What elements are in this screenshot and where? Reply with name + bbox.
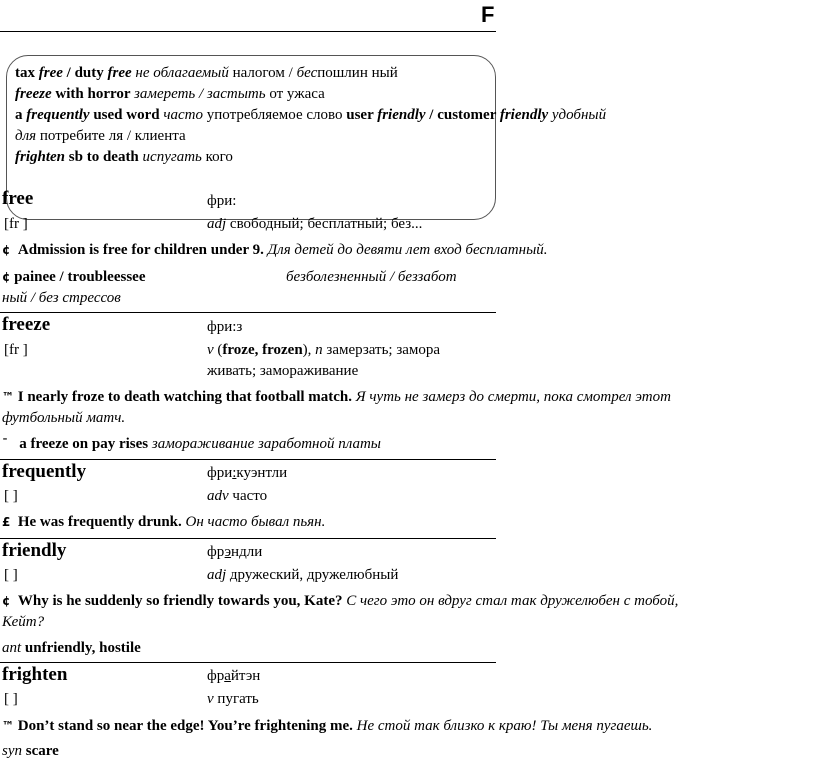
stress-mark: э bbox=[224, 544, 232, 560]
text: ндли bbox=[231, 544, 263, 560]
text: йтэн bbox=[230, 668, 261, 684]
box-line-5 bbox=[15, 149, 233, 166]
pos: adj bbox=[207, 216, 227, 232]
antonym-friendly bbox=[2, 640, 141, 657]
text: замереть / застыть bbox=[134, 86, 266, 102]
text: Я чуть не замерз до смерти, пока смотрел этот bbox=[352, 389, 671, 405]
text: замерзать; замора bbox=[322, 342, 441, 358]
text: бес bbox=[296, 65, 318, 81]
definition-frequently bbox=[207, 488, 267, 505]
text: freeze bbox=[15, 86, 52, 102]
text: от ужаса bbox=[265, 86, 325, 102]
pron-free: фри: bbox=[207, 193, 237, 209]
text: He was frequently drunk. bbox=[17, 514, 182, 530]
entry-rule bbox=[0, 312, 496, 313]
pos: v bbox=[207, 342, 214, 358]
text: free bbox=[107, 65, 132, 81]
text: замораживание заработной платы bbox=[148, 436, 381, 452]
section-letter: F bbox=[481, 2, 495, 27]
text: friendly bbox=[377, 107, 426, 123]
text: Кейт? bbox=[2, 614, 45, 630]
text: часто bbox=[228, 488, 268, 504]
text: удобный bbox=[548, 107, 607, 123]
text: не облагаемый bbox=[131, 65, 229, 81]
text: пугать bbox=[213, 691, 259, 707]
bullet-marker: ™ bbox=[2, 390, 14, 404]
example-free-2-ru-cont bbox=[2, 290, 121, 307]
text: Don’t stand so near the edge! You’re frightening me. bbox=[17, 718, 353, 734]
example-freeze-1-cont bbox=[2, 410, 125, 427]
transcription-free: [fr ] bbox=[4, 216, 28, 232]
text: / duty bbox=[62, 65, 108, 81]
text: painee / troubleessee bbox=[14, 269, 146, 285]
text: свободный; бесплатный; без... bbox=[226, 216, 423, 232]
text: Он часто бывал пьян. bbox=[181, 514, 326, 530]
text: кого bbox=[201, 149, 233, 165]
text: фр bbox=[207, 668, 225, 684]
example-friendly-1 bbox=[2, 593, 678, 610]
headword-friendly: friendly bbox=[2, 540, 67, 561]
text: frequently bbox=[26, 107, 90, 123]
box-line-3 bbox=[15, 107, 606, 124]
text: пошлин ный bbox=[317, 65, 398, 81]
box-line-2 bbox=[15, 86, 325, 103]
stress-mark: : bbox=[232, 465, 237, 481]
pron-frequently bbox=[207, 465, 287, 482]
headword-freeze: freeze bbox=[2, 314, 51, 335]
text: ( bbox=[213, 342, 223, 358]
stress-mark: а bbox=[224, 668, 231, 684]
text: футбольный матч. bbox=[2, 410, 126, 426]
pos: adj bbox=[207, 567, 227, 583]
bullet-marker: £ bbox=[2, 515, 11, 529]
pos: adv bbox=[207, 488, 229, 504]
text: friendly bbox=[499, 107, 549, 123]
text: потребите ля / клиента bbox=[36, 128, 186, 144]
text: часто bbox=[163, 107, 203, 123]
transcription-frequently: [ ] bbox=[4, 488, 18, 504]
text: froze, frozen bbox=[222, 342, 303, 358]
definition-free bbox=[207, 216, 422, 233]
text: frighten bbox=[15, 149, 66, 165]
transcription-freeze: [fr ] bbox=[4, 342, 28, 358]
example-friendly-1-cont bbox=[2, 614, 44, 631]
example-frequently-1 bbox=[2, 514, 325, 531]
transcription-frighten: [ ] bbox=[4, 691, 18, 707]
entry-rule bbox=[0, 538, 496, 539]
text: tax bbox=[15, 65, 35, 81]
example-free-2 bbox=[2, 269, 145, 286]
synonym-frighten bbox=[2, 743, 59, 760]
text: sb to death bbox=[65, 149, 143, 165]
text: unfriendly, hostile bbox=[21, 640, 141, 656]
pron-friendly bbox=[207, 544, 262, 561]
text: a freeze on pay rises bbox=[19, 436, 149, 452]
definition-freeze-cont: живать; замораживание bbox=[207, 363, 359, 379]
text: I nearly froze to death watching that football match. bbox=[17, 389, 353, 405]
header-rule bbox=[0, 31, 496, 32]
text: user bbox=[346, 107, 378, 123]
text: free bbox=[38, 65, 63, 81]
headword-free: free bbox=[2, 188, 34, 209]
example-free-2-ru bbox=[286, 269, 457, 286]
label: ant bbox=[2, 640, 22, 656]
bullet-marker: ¢ bbox=[2, 243, 11, 257]
text: для bbox=[15, 128, 37, 144]
headword-frequently: frequently bbox=[2, 461, 87, 482]
text: with horror bbox=[51, 86, 135, 102]
text: / customer bbox=[425, 107, 500, 123]
text: С чего это он вдруг стал так дружелюбен с тобой, bbox=[342, 593, 679, 609]
example-freeze-1 bbox=[2, 389, 671, 406]
definition-freeze bbox=[207, 342, 440, 359]
text: Для детей до девяти лет вход бесплатный. bbox=[263, 242, 548, 258]
bullet-marker: ¢ bbox=[2, 594, 11, 608]
example-frighten-1 bbox=[2, 718, 652, 735]
text: a bbox=[15, 107, 27, 123]
definition-friendly bbox=[207, 567, 398, 584]
box-line-4 bbox=[15, 128, 186, 145]
text: used word bbox=[89, 107, 164, 123]
pos: v bbox=[207, 691, 214, 707]
headword-frighten: frighten bbox=[2, 664, 68, 685]
text: Не стой так близко к краю! Ты меня пугаешь. bbox=[352, 718, 653, 734]
example-free-1 bbox=[2, 242, 547, 259]
bullet-marker: ™ bbox=[2, 719, 14, 733]
text: ный / без стрессов bbox=[2, 290, 121, 306]
text: испугать bbox=[142, 149, 202, 165]
bullet-marker: ˉ bbox=[2, 437, 8, 451]
text: безболезненный / беззабот bbox=[286, 269, 457, 285]
text: ), bbox=[302, 342, 316, 358]
pos: n bbox=[315, 342, 323, 358]
pron-freeze: фри:з bbox=[207, 319, 243, 335]
box-line-1 bbox=[15, 65, 398, 82]
pron-frighten bbox=[207, 668, 260, 685]
text: Admission is free for children under 9. bbox=[17, 242, 264, 258]
text: scare bbox=[22, 743, 59, 759]
text: Why is he suddenly so friendly towards you, Kate? bbox=[17, 593, 343, 609]
text: налогом / bbox=[228, 65, 297, 81]
entry-rule bbox=[0, 662, 496, 663]
bullet-marker: ¢ bbox=[2, 270, 11, 284]
text: фр bbox=[207, 544, 225, 560]
text: фри bbox=[207, 465, 233, 481]
definition-frighten bbox=[207, 691, 259, 708]
transcription-friendly: [ ] bbox=[4, 567, 18, 583]
text: дружеский, дружелюбный bbox=[226, 567, 399, 583]
entry-rule bbox=[0, 459, 496, 460]
text: употребляемое слово bbox=[203, 107, 347, 123]
example-freeze-2 bbox=[2, 436, 381, 453]
label: syn bbox=[2, 743, 22, 759]
text: куэнтли bbox=[236, 465, 288, 481]
